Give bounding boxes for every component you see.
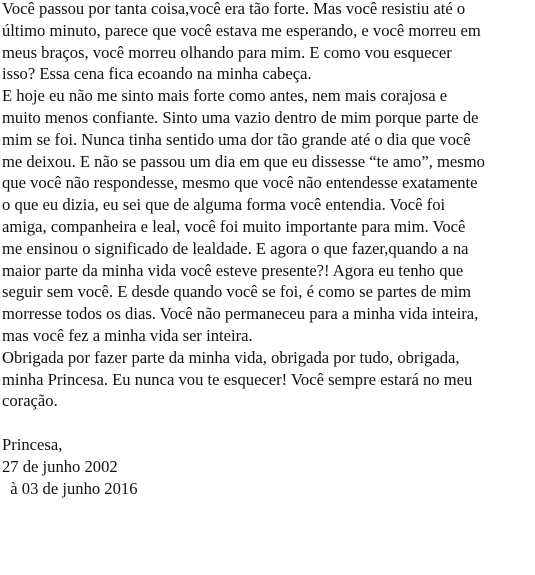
signature-death-date: à 03 de junho 2016 [2, 478, 138, 498]
signature-birth-date: 27 de junho 2002 [2, 456, 118, 476]
paragraph-3: Obrigada por fazer parte da minha vida, obrigada por tudo, obrigada, minha Princesa. Eu nunca vou te esquecer! Você sempre estará no meu coração. [2, 347, 473, 411]
signature-name: Princesa, [2, 434, 63, 454]
paragraph-1: Você passou por tanta coisa,você era tão forte. Mas você resistiu até o último minuto, parece que você estava me esperando, e você morreu em meus braços, você morreu olhando para mim. E como vou esquecer isso? Essa cena fica ecoando na minha cabeça. [2, 0, 481, 84]
blank-line [2, 412, 532, 434]
paragraph-2: E hoje eu não me sinto mais forte como antes, nem mais corajosa e muito menos confiante. Sinto uma vazio dentro de mim porque parte de mim se foi. Nunca tinha sentido uma dor tão grande até o dia que você me deixou. E não se passou um dia em que eu dissesse “te amo”, mesmo que você não respondesse, mesmo que você não entendesse exatamente o que eu dizia, eu sei que de alguma forma você entendia. Você foi amiga, companheira e leal, você foi muito importante para mim. Você me ensinou o significado de lealdade. E agora o que fazer,quando a na maior parte da minha vida você esteve presente?! Agora eu tenho que seguir sem você. E desde quando você se foi, é como se partes de mim morresse todos os dias. Você não permaneceu para a minha vida inteira, mas você fez a minha vida ser inteira. [2, 86, 485, 345]
document-body [2, 0, 532, 499]
signature-block [2, 434, 532, 499]
